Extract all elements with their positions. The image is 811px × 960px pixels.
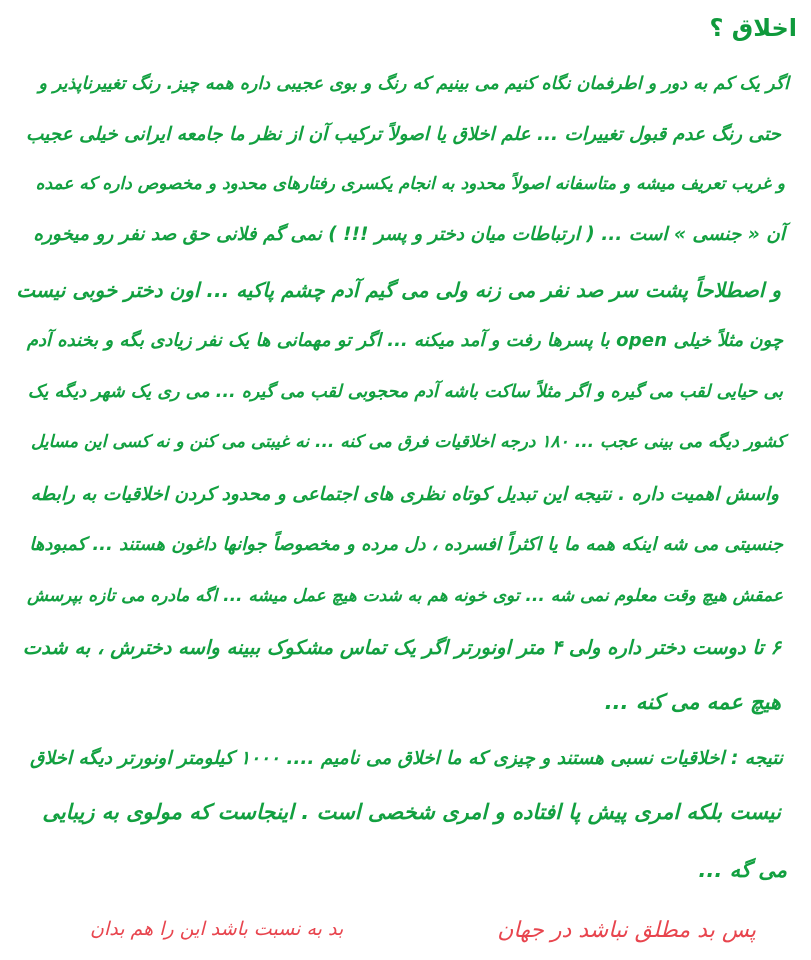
note-line: و غریب تعریف میشه و متاسفانه اصولاً محدود به انجام یکسری رفتارهای محدود و مخصوص داره که عمده xyxy=(35,174,785,194)
note-line: و اصطلاحاً پشت سر صد نفر می زنه ولی می گیم آدم چشم پاکیه ... اون دختر خوبی نیست xyxy=(16,278,781,302)
note-line: کشور دیگه می بینی عجب ... ۱۸۰ درجه اخلاقیات فرق می کنه ... نه غیبتی می کنن و نه کسی این مسایل xyxy=(31,432,785,452)
verse-left: بد به نسبت باشد این را هم بدان xyxy=(90,918,344,940)
note-line: اگر یک کم به دور و اطرفمان نگاه کنیم می بینیم که رنگ و بوی عجیبی داره همه چیز. رنگ تغییرناپذیر و xyxy=(38,74,789,94)
note-line: نیست بلکه امری پیش پا افتاده و امری شخصی است . اینجاست که مولوی به زیبایی xyxy=(42,800,781,824)
page-title: اخلاق ؟ xyxy=(709,14,797,42)
note-line: چون مثلاً خیلی open با پسرها رفت و آمد میکنه ... اگر تو مهمانی ها یک نفر زیادی بگه و بخنده آدم xyxy=(26,330,783,351)
note-line: هیچ عمه می کنه ... xyxy=(604,690,781,714)
note-line: ۶ تا دوست دختر داره ولی ۴ متر اونورتر اگر یک تماس مشکوک ببینه واسه دخترش ، به شدت xyxy=(22,636,781,659)
note-line: عمقش هیچ وقت معلوم نمی شه ... توی خونه هم به شدت هیچ عمل میشه ... اگه مادره می تازه بپرسش xyxy=(27,586,783,606)
note-line: می گه ... xyxy=(698,858,787,882)
note-line: واسش اهمیت داره . نتیجه این تبدیل کوتاه نظری های اجتماعی و محدود کردن اخلاقیات به رابطه xyxy=(30,484,779,505)
note-line: حتی رنگ عدم قبول تغییرات ... علم اخلاق یا اصولاً ترکیب آن از نظر ما جامعه ایرانی خیلی عجیب xyxy=(25,124,781,145)
note-line: جنسیتی می شه اینکه همه ما یا اکثراً افسرده ، دل مرده و مخصوصاً جوانها داغون هستند ... کمبودها xyxy=(29,534,783,555)
note-line: بی حیایی لقب می گیره و اگر مثلاً ساکت باشه آدم محجوبی لقب می گیره ... می ری یک شهر دیگه یک xyxy=(27,382,783,402)
verse-right: پس بد مطلق نباشد در جهان xyxy=(497,918,756,943)
note-line: نتیجه : اخلاقیات نسبی هستند و چیزی که ما اخلاق می نامیم .... ۱۰۰۰ کیلومتر اونورتر دیگه اخلاق xyxy=(30,748,783,769)
note-line: آن « جنسی » است ... ( ارتباطات میان دختر و پسر !!! ) نمی گم فلانی حق صد نفر رو میخوره xyxy=(33,224,785,245)
